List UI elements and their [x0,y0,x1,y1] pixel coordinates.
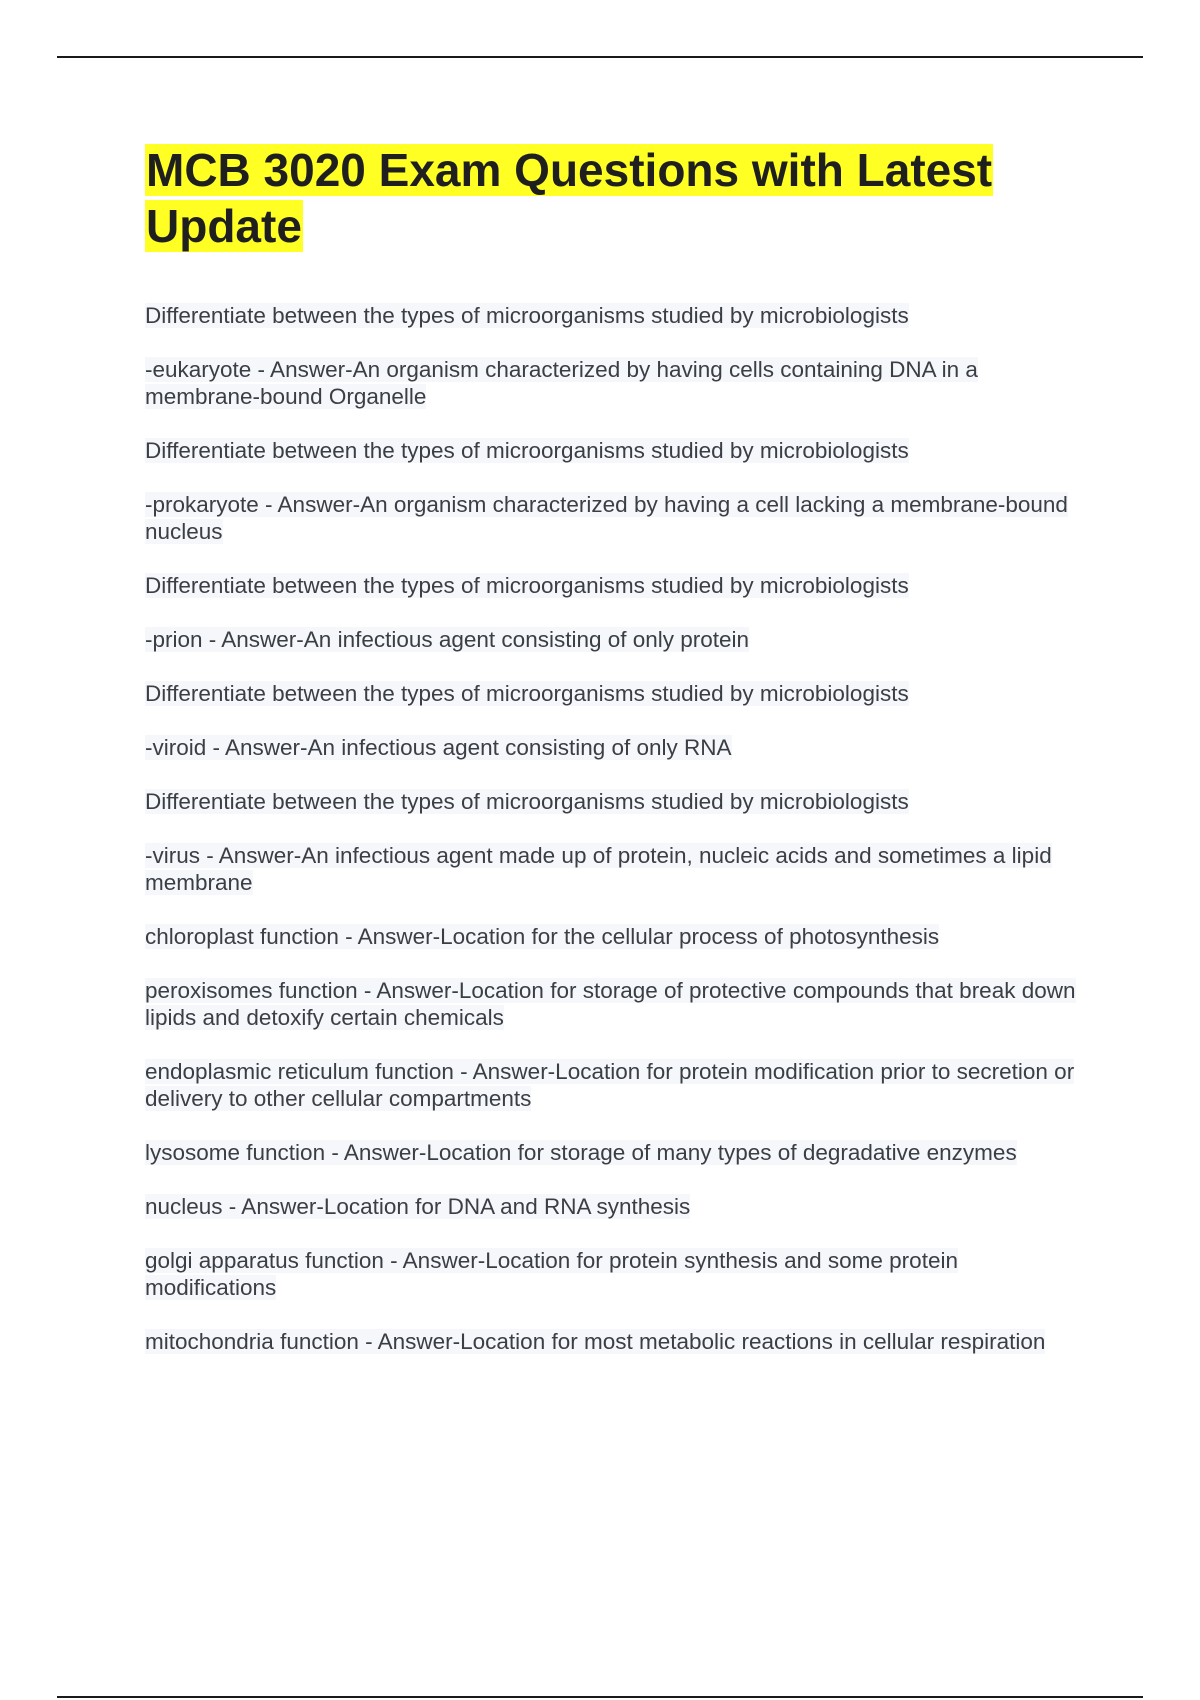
title-line-1: MCB 3020 Exam Questions with Latest [146,144,993,196]
top-rule [57,56,1143,58]
list-item [145,437,1095,464]
paragraph-text: -virus - Answer-An infectious agent made up of protein, nucleic acids and sometimes a lipid membrane [145,843,1052,895]
list-item [145,1058,1095,1112]
list-item [145,842,1095,896]
list-item [145,356,1095,410]
paragraph-text: Differentiate between the types of microorganisms studied by microbiologists [145,789,909,814]
list-item [145,1328,1095,1355]
paragraph-text: peroxisomes function - Answer-Location for storage of protective compounds that break down lipids and detoxify certain chemicals [145,978,1076,1030]
paragraph-text: nucleus - Answer-Location for DNA and RNA synthesis [145,1194,691,1219]
paragraph-text: -prokaryote - Answer-An organism characterized by having a cell lacking a membrane-bound nucleus [145,492,1068,544]
document-title [145,142,1145,254]
paragraph-text: Differentiate between the types of microorganisms studied by microbiologists [145,303,909,328]
title-line-2: Update [146,200,302,252]
paragraph-text: lysosome function - Answer-Location for storage of many types of degradative enzymes [145,1140,1017,1165]
list-item [145,1193,1095,1220]
paragraph-text: -prion - Answer-An infectious agent consisting of only protein [145,627,750,652]
list-item [145,1247,1095,1301]
paragraph-text: mitochondria function - Answer-Location for most metabolic reactions in cellular respiration [145,1329,1046,1354]
list-item [145,788,1095,815]
list-item [145,923,1095,950]
paragraph-text: Differentiate between the types of microorganisms studied by microbiologists [145,438,909,463]
paragraph-text: Differentiate between the types of microorganisms studied by microbiologists [145,681,909,706]
paragraph-text: chloroplast function - Answer-Location for the cellular process of photosynthesis [145,924,940,949]
list-item [145,680,1095,707]
bottom-rule [57,1696,1143,1698]
list-item [145,1139,1095,1166]
paragraph-text: -eukaryote - Answer-An organism characterized by having cells containing DNA in a membrane-bound Organelle [145,357,978,409]
paragraph-text: endoplasmic reticulum function - Answer-Location for protein modification prior to secretion or delivery to other cellular compartments [145,1059,1075,1111]
list-item [145,977,1095,1031]
list-item [145,302,1095,329]
list-item [145,734,1095,761]
qa-list [145,302,1095,1382]
paragraph-text: golgi apparatus function - Answer-Location for protein synthesis and some protein modifications [145,1248,958,1300]
paragraph-text: -viroid - Answer-An infectious agent consisting of only RNA [145,735,732,760]
paragraph-text: Differentiate between the types of microorganisms studied by microbiologists [145,573,909,598]
list-item [145,626,1095,653]
list-item [145,572,1095,599]
list-item [145,491,1095,545]
